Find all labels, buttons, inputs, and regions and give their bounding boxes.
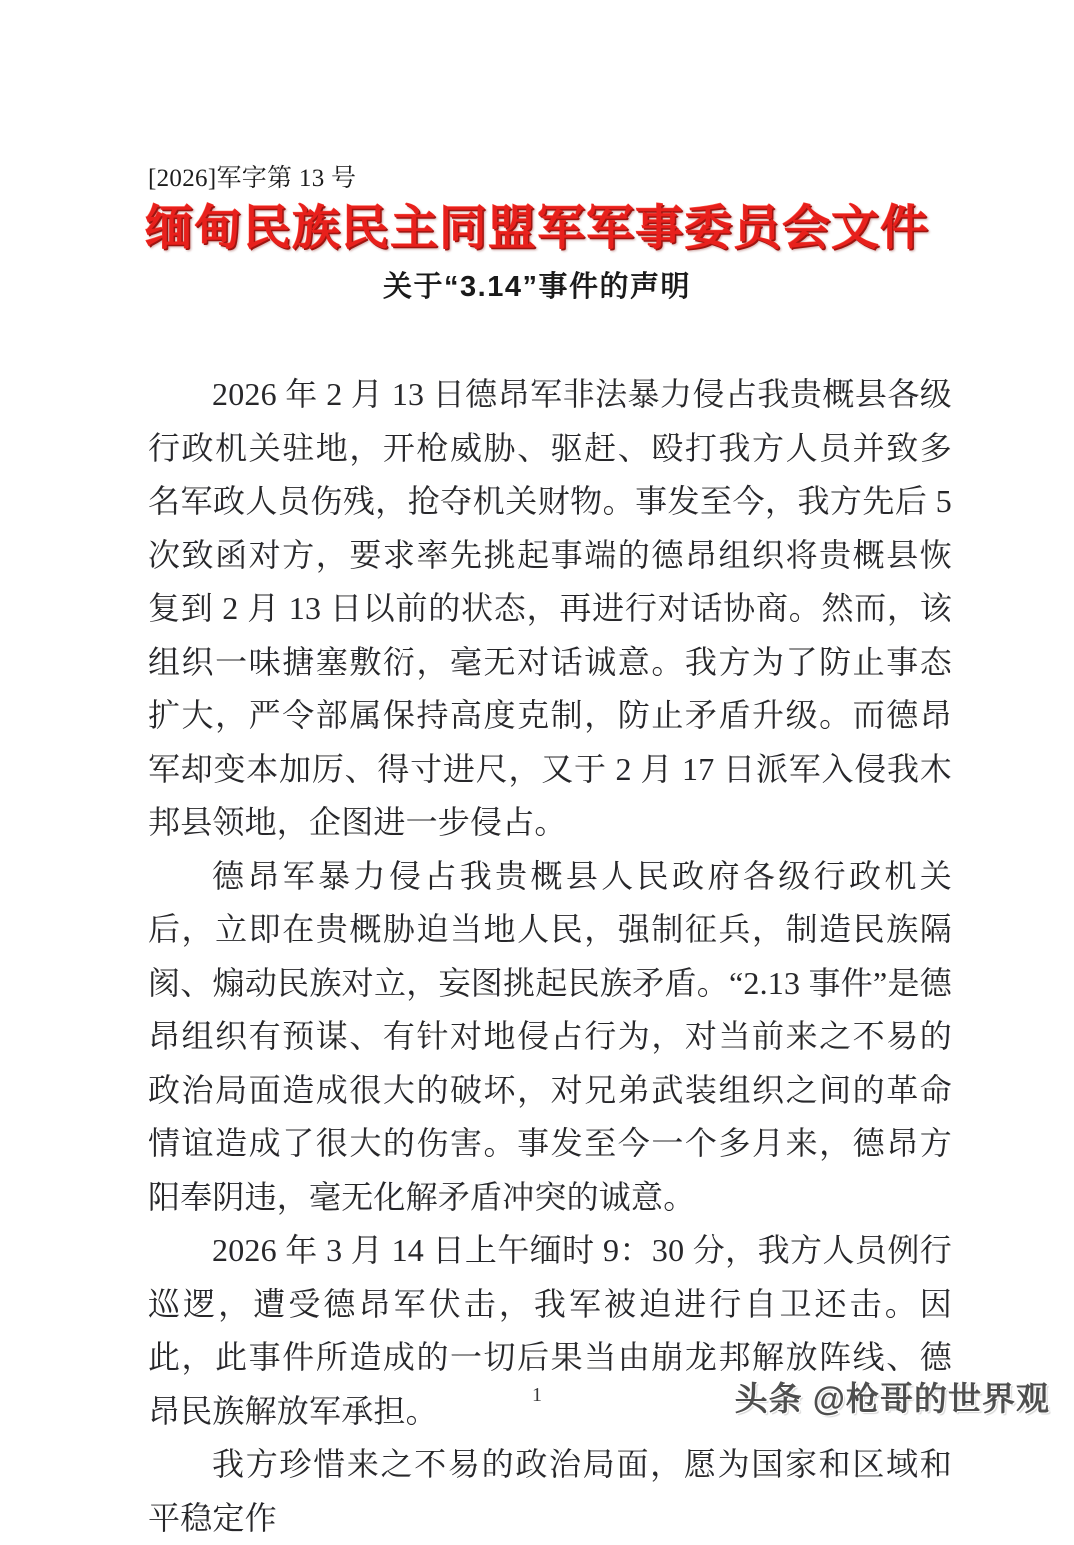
body-paragraph: 德昂军暴力侵占我贵概县人民政府各级行政机关后，立即在贵概胁迫当地人民，强制征兵，制造民族隔阂、煽动民族对立，妄图挑起民族矛盾。“2.13 事件”是德昂组织有预谋、有针对地侵占行为，对当前来之不易的政治局面造成很大的破坏，对兄弟武装组织之间的革命情谊造成了很大的伤害。事发至今一个多月来，德昂方阳奉阴违，毫无化解矛盾冲突的诚意。 bbox=[148, 857, 952, 1215]
document-number: [2026]军字第 13 号 bbox=[148, 165, 357, 192]
watermark: 头条 @枪哥的世界观 bbox=[734, 1380, 1050, 1417]
document-sub-title: 关于“3.14”事件的声明 bbox=[383, 271, 691, 303]
body-paragraph: 2026 年 2 月 13 日德昂军非法暴力侵占我贵概县各级行政机关驻地，开枪威胁、驱赶、殴打我方人员并致多名军政人员伤残，抢夺机关财物。事发至今，我方先后 5 次致函对方，要求率先挑起事端的德昂组织将贵概县恢复到 2 月 13 日以前的状态，再进行对话协商。然而，该组织一味搪塞敷衍，毫无对话诚意。我方为了防止事态扩大，严令部属保持高度克制，防止矛盾升级。而德昂军却变本加厉、得寸进尺，又于 2 月 17 日派军入侵我木邦县领地，企图进一步侵占。 bbox=[148, 376, 952, 840]
document-header bbox=[0, 0, 1074, 307]
page-number: 1 bbox=[532, 1384, 542, 1406]
body-paragraph: 2026 年 3 月 14 日上午缅时 9：30 分，我方人员例行巡逻，遭受德昂军伏击，我军被迫进行自卫还击。因此，此事件所造成的一切后果当由崩龙邦解放阵线、德昂民族解放军承担。 bbox=[148, 1232, 952, 1429]
document-body bbox=[148, 368, 952, 1545]
body-paragraph: 我方珍惜来之不易的政治局面，愿为国家和区域和平稳定作 bbox=[148, 1446, 952, 1536]
document-main-title: 缅甸民族民主同盟军军事委员会文件 bbox=[144, 202, 929, 255]
